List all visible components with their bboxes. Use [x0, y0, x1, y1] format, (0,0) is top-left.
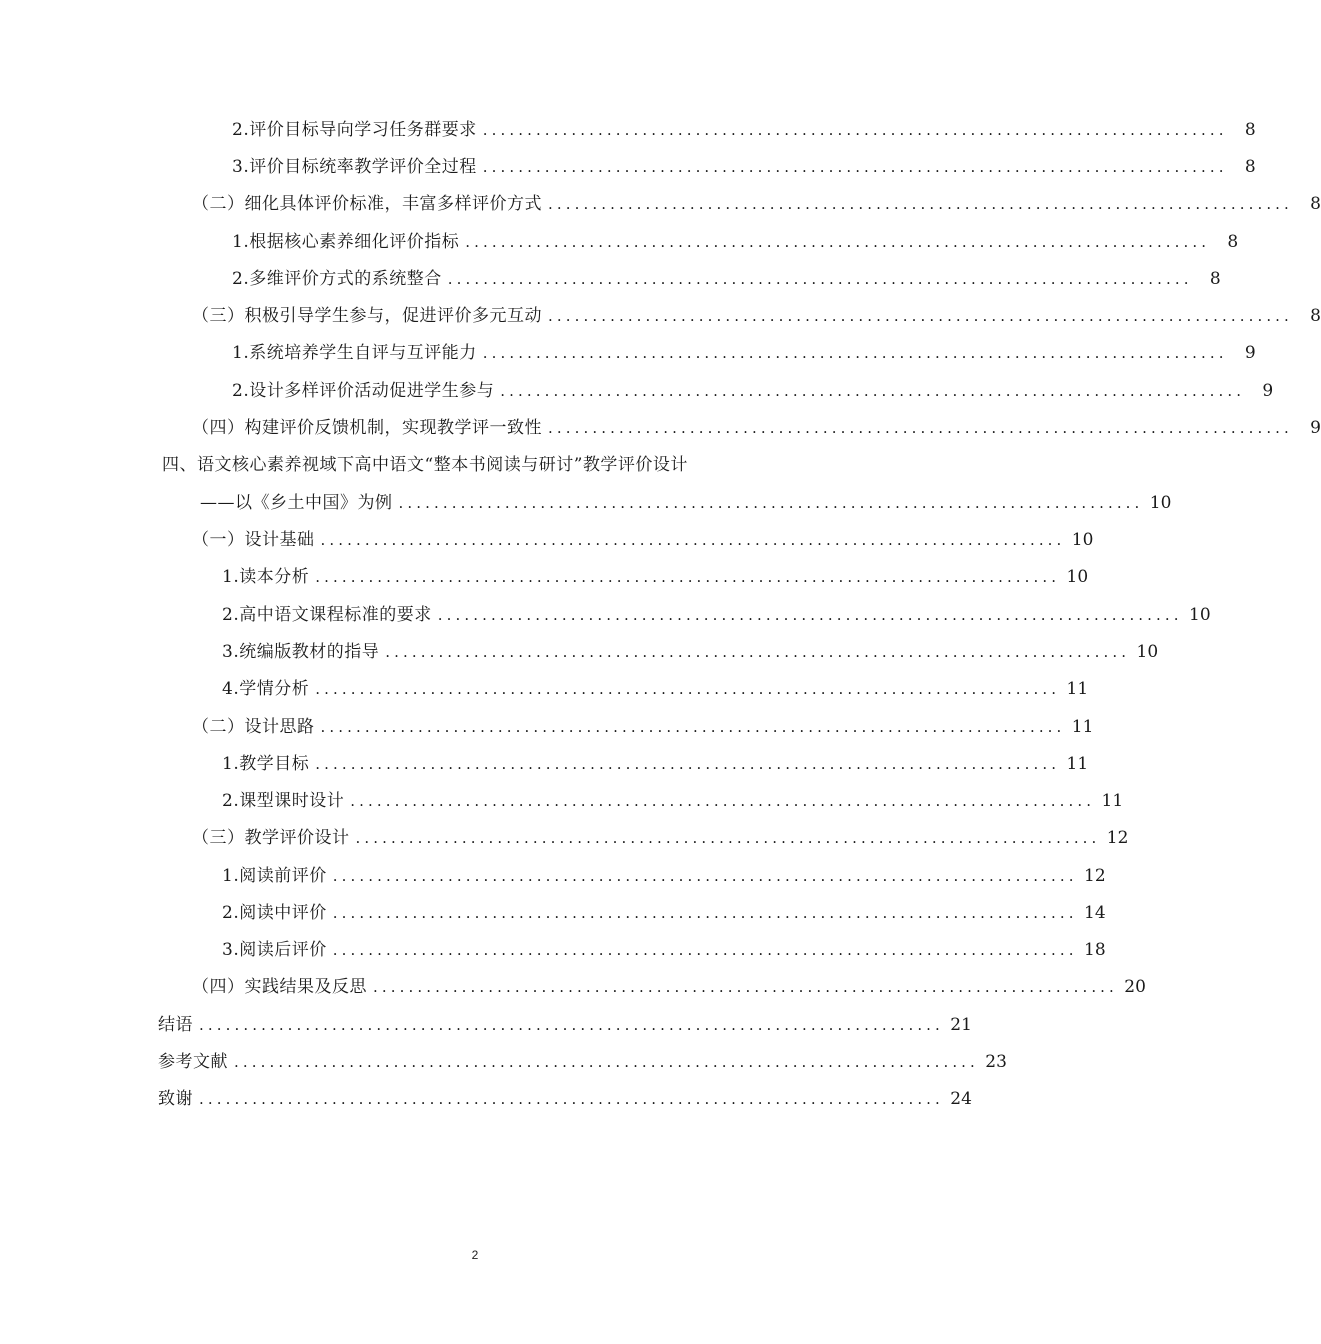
toc-leader-dots: .................................................................................... — [482, 344, 1228, 362]
toc-chapter-heading[interactable] — [162, 447, 688, 475]
toc-leader-dots: .................................................................................... — [355, 829, 1101, 847]
toc-entry[interactable] — [222, 858, 1106, 886]
toc-leader-dots: .................................................................................... — [373, 978, 1118, 996]
toc-entry-page: 11 — [1101, 791, 1124, 811]
toc-entry-title: ——以《乡土中国》为例 — [200, 493, 393, 513]
toc-entry[interactable] — [222, 895, 1106, 923]
toc-entry[interactable] — [192, 969, 1146, 997]
toc-entry-title: 1.根据核心素养细化评价指标 — [232, 232, 460, 252]
toc-entry-page: 20 — [1124, 977, 1146, 997]
toc-entry-title: （二）细化具体评价标准，丰富多样评价方式 — [192, 194, 542, 214]
toc-entry-page: 8 — [1227, 232, 1239, 252]
page-number: 2 — [471, 1248, 479, 1262]
toc-entry-title: 4.学情分析 — [222, 679, 310, 699]
toc-leader-dots: .................................................................................... — [199, 1016, 944, 1034]
toc-leader-dots: .................................................................................... — [437, 606, 1183, 624]
toc-entry[interactable] — [232, 373, 1274, 401]
toc-entry[interactable] — [192, 410, 1321, 438]
toc-entry-title: （三）积极引导学生参与，促进评价多元互动 — [192, 306, 542, 326]
toc-leader-dots: .................................................................................... — [398, 494, 1144, 512]
toc-leader-dots: .................................................................................... — [482, 158, 1228, 176]
toc-leader-dots: .................................................................................... — [500, 382, 1246, 400]
toc-leader-dots: .................................................................................... — [465, 233, 1211, 251]
toc-leader-dots: .................................................................................... — [320, 531, 1066, 549]
toc-leader-dots: .................................................................................... — [332, 904, 1078, 922]
toc-leader-dots: .................................................................................... — [315, 568, 1061, 586]
toc-entry-title: 致谢 — [158, 1089, 193, 1109]
toc-leader-dots: .................................................................................... — [447, 270, 1193, 288]
toc-entry-page: 9 — [1244, 343, 1256, 363]
toc-entry-title: 1.读本分析 — [222, 567, 310, 587]
toc-entry-title: （一）设计基础 — [192, 530, 315, 550]
toc-entry[interactable] — [232, 112, 1256, 140]
toc-entry-title: 1.教学目标 — [222, 754, 310, 774]
toc-leader-dots: .................................................................................... — [548, 195, 1293, 213]
toc-entry-page: 11 — [1066, 754, 1089, 774]
toc-entry-title: 2.高中语文课程标准的要求 — [222, 605, 432, 625]
toc-leader-dots: .................................................................................... — [482, 121, 1228, 139]
toc-entry-title: 3.统编版教材的指导 — [222, 642, 380, 662]
toc-entry-page: 21 — [950, 1015, 972, 1035]
toc-entry-page: 11 — [1066, 679, 1089, 699]
toc-entry-page: 10 — [1066, 567, 1089, 587]
toc-entry-title: 2.多维评价方式的系统整合 — [232, 269, 442, 289]
toc-entry[interactable] — [222, 932, 1106, 960]
toc-entry-page: 18 — [1084, 940, 1106, 960]
toc-entry-title: （四）构建评价反馈机制，实现教学评一致性 — [192, 418, 542, 438]
toc-entry-title: 2.阅读中评价 — [222, 903, 327, 923]
toc-leader-dots: .................................................................................... — [332, 941, 1078, 959]
toc-entry[interactable] — [192, 522, 1094, 550]
toc-entry-title: 结语 — [158, 1015, 193, 1035]
toc-entry-title: 四、语文核心素养视域下高中语文“整本书阅读与研讨”教学评价设计 — [162, 455, 688, 475]
toc-leader-dots: .................................................................................... — [199, 1090, 944, 1108]
toc-entry[interactable] — [222, 597, 1211, 625]
toc-entry[interactable] — [222, 634, 1159, 662]
toc-entry-page: 12 — [1106, 828, 1129, 848]
toc-entry[interactable] — [158, 1081, 972, 1109]
toc-entry-title: 1.系统培养学生自评与互评能力 — [232, 343, 477, 363]
toc-entry-page: 24 — [950, 1089, 972, 1109]
toc-entry-title: （三）教学评价设计 — [192, 828, 350, 848]
toc-entry-page: 10 — [1189, 605, 1211, 625]
toc-entry-page: 14 — [1084, 903, 1106, 923]
toc-entry[interactable] — [232, 224, 1239, 252]
toc-entry-title: 1.阅读前评价 — [222, 866, 327, 886]
toc-leader-dots: .................................................................................... — [548, 307, 1293, 325]
toc-leader-dots: .................................................................................... — [320, 718, 1066, 736]
toc-entry-page: 8 — [1244, 157, 1256, 177]
toc-entry[interactable] — [222, 746, 1089, 774]
toc-entry-page: 9 — [1262, 381, 1274, 401]
toc-entry-page: 11 — [1071, 717, 1094, 737]
toc-entry[interactable] — [222, 783, 1124, 811]
toc-entry-title: 参考文献 — [158, 1052, 228, 1072]
toc-entry[interactable] — [192, 709, 1094, 737]
toc-entry-title: （四）实践结果及反思 — [192, 977, 367, 997]
toc-entry[interactable] — [232, 335, 1256, 363]
toc-entry-page: 10 — [1149, 493, 1172, 513]
toc-leader-dots: .................................................................................... — [548, 419, 1293, 437]
toc-entry[interactable] — [192, 186, 1321, 214]
toc-entry[interactable] — [192, 298, 1321, 326]
toc-leader-dots: .................................................................................... — [332, 867, 1078, 885]
toc-entry-page: 8 — [1209, 269, 1221, 289]
toc-entry-title: 2.课型课时设计 — [222, 791, 345, 811]
toc-entry-title: 2.设计多样评价活动促进学生参与 — [232, 381, 495, 401]
toc-leader-dots: .................................................................................... — [350, 792, 1096, 810]
toc-entry[interactable] — [200, 485, 1172, 513]
toc-entry-page: 12 — [1084, 866, 1106, 886]
toc-entry-title: （二）设计思路 — [192, 717, 315, 737]
toc-leader-dots: .................................................................................... — [385, 643, 1131, 661]
toc-entry[interactable] — [232, 149, 1256, 177]
toc-entry-page: 23 — [985, 1052, 1007, 1072]
toc-entry-title: 3.阅读后评价 — [222, 940, 327, 960]
toc-leader-dots: .................................................................................... — [315, 755, 1061, 773]
toc-entry-page: 8 — [1310, 194, 1321, 214]
toc-entry[interactable] — [222, 559, 1089, 587]
toc-entry-page: 9 — [1310, 418, 1321, 438]
toc-leader-dots: .................................................................................... — [315, 680, 1061, 698]
toc-entry[interactable] — [158, 1044, 1007, 1072]
toc-entry[interactable] — [192, 820, 1129, 848]
toc-entry[interactable] — [232, 261, 1221, 289]
toc-entry[interactable] — [158, 1007, 972, 1035]
toc-entry-page: 8 — [1310, 306, 1321, 326]
toc-entry-page: 8 — [1244, 120, 1256, 140]
toc-entry-title: 2.评价目标导向学习任务群要求 — [232, 120, 477, 140]
toc-entry-title: 3.评价目标统率教学评价全过程 — [232, 157, 477, 177]
toc-entry-page: 10 — [1071, 530, 1094, 550]
toc-leader-dots: .................................................................................... — [234, 1053, 979, 1071]
toc-entry-page: 10 — [1136, 642, 1159, 662]
toc-entry[interactable] — [222, 671, 1089, 699]
